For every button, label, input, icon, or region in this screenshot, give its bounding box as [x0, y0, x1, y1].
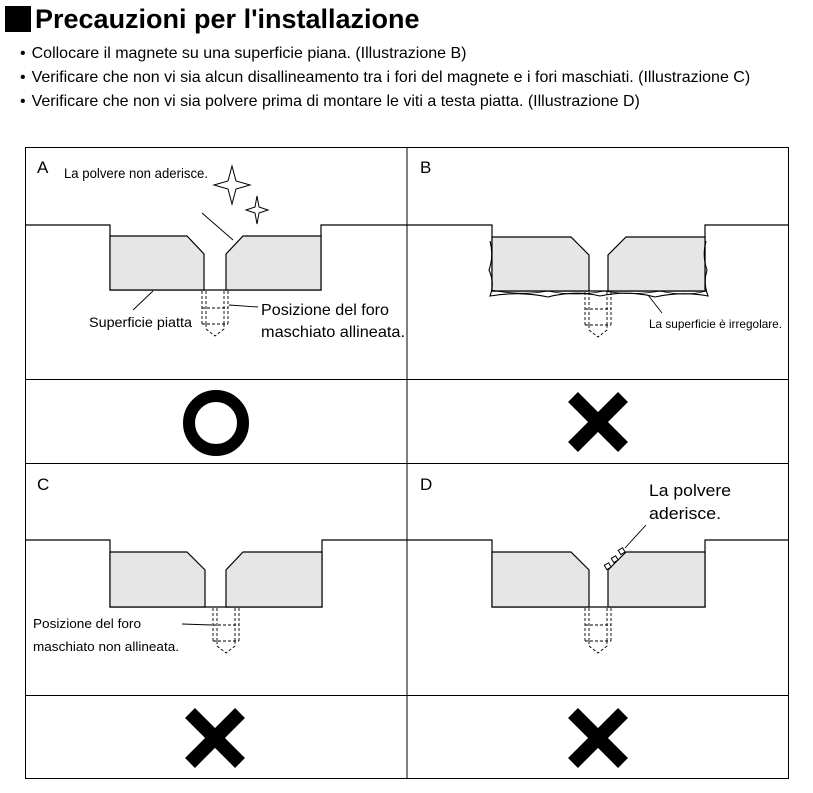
panel-a	[25, 158, 407, 450]
hole-misaligned-label-2: maschiato non allineata.	[33, 639, 179, 654]
panel-letter-c: C	[37, 475, 50, 494]
ng-cross-icon	[573, 713, 623, 763]
magnet-left-a	[110, 236, 204, 290]
dust-note-a: La polvere non aderisce.	[64, 165, 208, 181]
dust-adheres-label-2: aderisce.	[649, 504, 721, 523]
precaution-item: • Collocare il magnete su una superficie piana. (Illustrazione B)	[20, 42, 750, 66]
hole-aligned-label-2: maschiato allineata.	[261, 324, 405, 341]
hole-aligned-label-1: Posizione del foro	[261, 302, 390, 319]
magnet-left-b	[492, 237, 589, 291]
screw-c	[213, 608, 239, 653]
screw-d	[585, 608, 611, 653]
panel-letter-a: A	[37, 158, 49, 177]
recess-outline-d	[407, 540, 789, 607]
page-title-text: Precauzioni per l'installazione	[35, 3, 420, 34]
magnet-left-c	[110, 552, 205, 607]
sparkle-small-icon	[246, 196, 268, 224]
ok-circle-icon	[189, 396, 243, 450]
panel-d	[407, 475, 789, 763]
hole-misaligned-label-1: Posizione del foro	[33, 616, 141, 631]
recess-outline-a	[25, 225, 407, 290]
panel-c	[25, 475, 407, 763]
precaution-item: • Verificare che non vi sia polvere prima di montare le viti a testa piatta. (Illustrazione D)	[20, 90, 750, 114]
dust-adheres-label-1: La polvere	[649, 481, 731, 500]
precaution-item: • Verificare che non vi sia alcun disallineamento tra i fori del magnete e i fori maschiati. (Illustrazione C)	[20, 66, 750, 90]
panel-letter-b: B	[420, 158, 432, 177]
recess-outline-c	[25, 540, 407, 607]
ng-cross-icon	[190, 713, 240, 763]
ng-cross-icon	[573, 397, 623, 447]
uneven-surface-label: La superficie è irregolare.	[649, 317, 782, 331]
magnet-left-d	[492, 552, 589, 607]
recess-outline-b	[407, 225, 789, 291]
screw-b	[585, 292, 611, 337]
magnet-right-a	[226, 236, 321, 290]
panel-b	[407, 158, 789, 447]
magnet-right-d	[608, 552, 705, 607]
magnet-right-c	[226, 552, 322, 607]
screw-a	[202, 291, 228, 336]
magnet-right-b	[608, 237, 705, 291]
flat-surface-label: Superficie piatta	[89, 314, 193, 330]
panel-letter-d: D	[420, 475, 433, 494]
sparkle-large-icon	[214, 166, 250, 204]
